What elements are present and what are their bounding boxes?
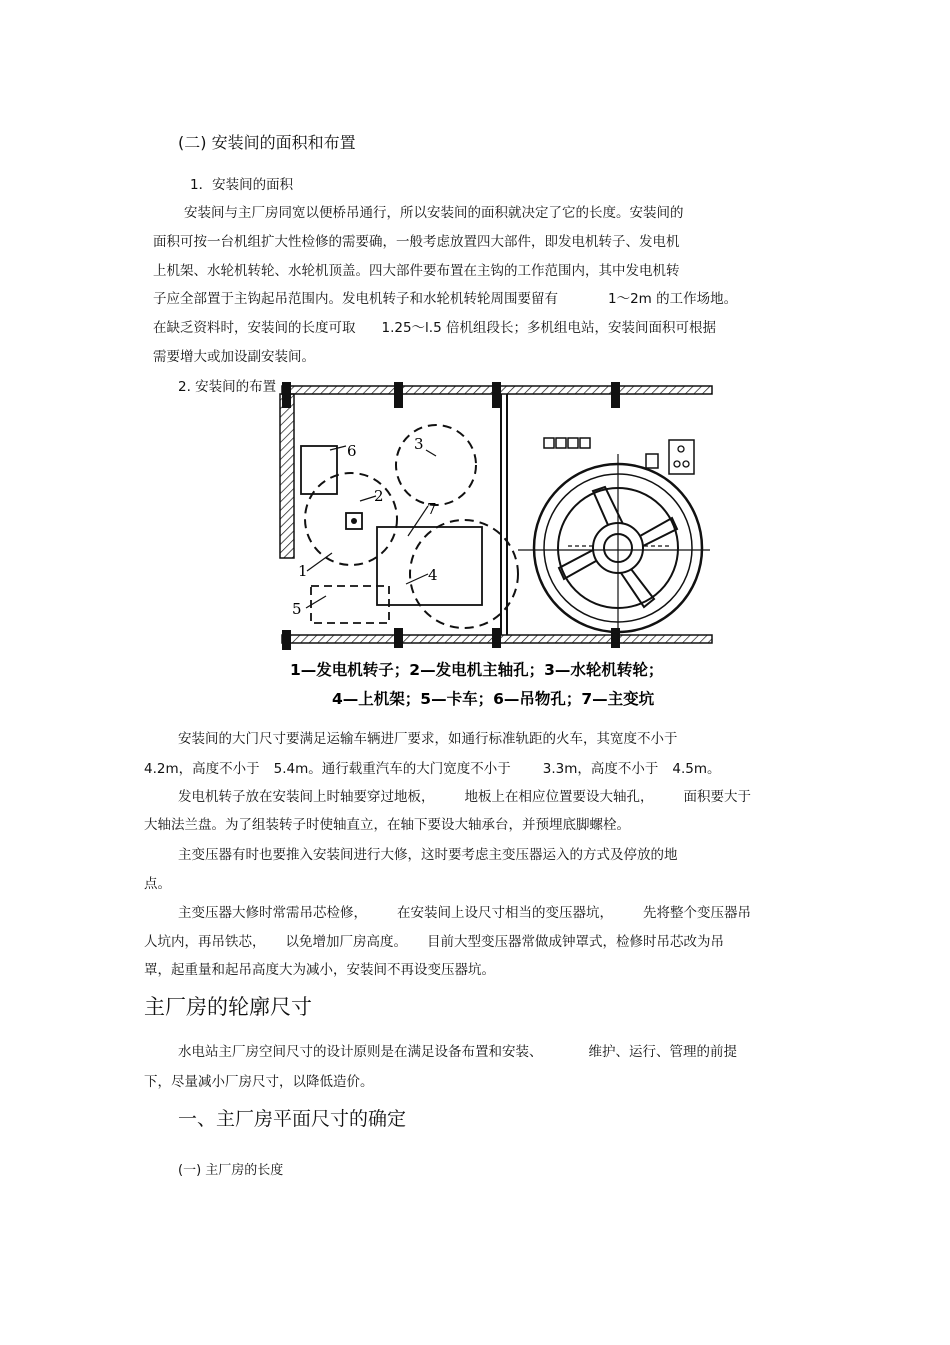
figure-label-4: 4 (428, 566, 438, 584)
para6-line2: 下，尽量减小厂房尺寸，以降低造价。 (144, 1074, 374, 1090)
para3-line1 (178, 788, 751, 806)
para5-line2 (144, 933, 724, 951)
sub-item-title: (一) 主厂房的长度 (178, 1163, 284, 1178)
para6-line1 (178, 1043, 737, 1061)
para5-b: 在安装间上设尺寸相当的变压器坑， (397, 905, 613, 921)
para6-b: 维护、运行、管理的前提 (588, 1044, 737, 1060)
panel-box (544, 438, 554, 448)
para3-a: 发电机转子放在安装间上时轴要穿过地板， (178, 789, 435, 805)
figure-caption-line2: 4—上机架；5—卡车；6—吊物孔；7—主变坑 (332, 690, 655, 708)
para3-b: 地板上在相应位置要设大轴孔， (464, 789, 654, 805)
para1-line3: 上机架、水轮机转轮、水轮机顶盖。四大部件要布置在主钩的工作范围内，其中发电机转 (153, 263, 680, 279)
small-box (646, 454, 658, 468)
figure-label-6: 6 (347, 442, 357, 460)
column (492, 628, 501, 648)
figure-caption-line1: 1—发电机转子；2—发电机主轴孔；3—水轮机转轮； (290, 661, 664, 679)
para1-line4-b: 1～2m 的工作场地。 (608, 291, 738, 307)
column (611, 382, 620, 408)
para4-line2: 点。 (144, 876, 171, 892)
main-shaft-dot (351, 518, 357, 524)
figure-label-3: 3 (414, 435, 424, 453)
para3-line2: 大轴法兰盘。为了组装转子时使轴直立，在轴下要设大轴承台，并预埋底脚螺栓。 (144, 817, 630, 833)
para2-d: 4.5m。 (672, 761, 721, 777)
item2-title: 2. 安装间的布置 (178, 379, 277, 395)
para6-a: 水电站主厂房空间尺寸的设计原则是在满足设备布置和安装、 (178, 1044, 543, 1060)
para1-line5-a: 在缺乏资料时，安装间的长度可取 (153, 320, 356, 336)
section-title: (二) 安装间的面积和布置 (178, 133, 356, 152)
sub-heading: 一、主厂房平面尺寸的确定 (178, 1108, 407, 1130)
para5-c: 先将整个变压器吊 (643, 905, 751, 921)
control-box (669, 440, 694, 474)
figure-label-5: 5 (292, 600, 302, 618)
para1-line6: 需要增大或加设副安装间。 (153, 349, 315, 365)
para1-line5 (153, 319, 716, 337)
para2-b: 5.4m。通行载重汽车的大门宽度不小于 (273, 761, 511, 777)
main-heading: 主厂房的轮廓尺寸 (144, 995, 312, 1019)
para1-line4 (153, 290, 737, 308)
panel-box (580, 438, 590, 448)
para5-f: 目前大型变压器常做成钟罩式，检修时吊芯改为吊 (427, 934, 724, 950)
column (282, 630, 291, 650)
para5-a: 主变压器大修时常需吊芯检修， (178, 905, 367, 921)
para4-line1: 主变压器有时也要推入安装间进行大修，这时要考虑主变压器运入的方式及停放的地 (178, 847, 678, 863)
column (282, 382, 291, 408)
para5-d: 人坑内，再吊铁芯， (144, 934, 266, 950)
item1-title: 1．安装间的面积 (190, 177, 294, 193)
para2-c: 3.3m，高度不小于 (542, 761, 659, 777)
para5-line3: 罩，起重量和起吊高度大为减小，安装间不再设变压器坑。 (144, 962, 495, 978)
para5-line1 (178, 904, 751, 922)
turbine-runner (396, 425, 476, 505)
column (394, 382, 403, 408)
figure-label-7: 7 (427, 500, 437, 518)
para2-a: 4.2m，高度不小于 (144, 761, 260, 777)
panel-box (556, 438, 566, 448)
figure-label-1: 1 (298, 562, 308, 580)
column (492, 382, 501, 408)
para2-line1: 安装间的大门尺寸要满足运输车辆进厂要求，如通行标准轨距的火车，其宽度不小于 (178, 731, 678, 747)
para5-e: 以免增加厂房高度。 (285, 934, 407, 950)
para1-line5-b: 1.25～l.5 倍机组段长；多机组电站，安装间面积可根据 (381, 320, 716, 336)
para1-line4-a: 子应全部置于主钩起吊范围内。发电机转子和水轮机转轮周围要留有 (153, 291, 558, 307)
column (394, 628, 403, 648)
para2-line2 (144, 760, 721, 778)
figure-label-2: 2 (374, 487, 384, 505)
para3-c: 面积要大于 (683, 789, 751, 805)
left-wall (280, 394, 294, 558)
para1-line1: 安装间与主厂房同宽以便桥吊通行，所以安装间的面积就决定了它的长度。安装间的 (184, 205, 684, 221)
panel-box (568, 438, 578, 448)
para1-line2: 面积可按一台机组扩大性检修的需要确，一般考虑放置四大部件，即发电机转子、发电机 (153, 234, 680, 250)
layout-figure (268, 378, 726, 718)
